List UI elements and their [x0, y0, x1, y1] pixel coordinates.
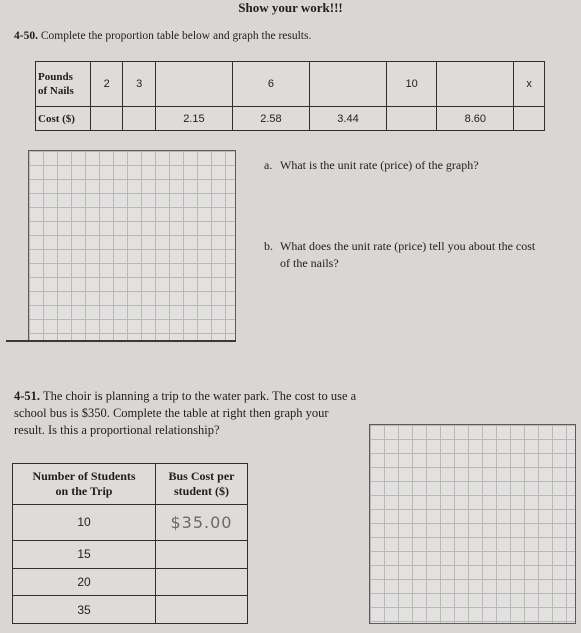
table-cell[interactable]	[309, 62, 386, 107]
table-cell[interactable]: x	[514, 62, 545, 107]
table-row	[13, 568, 248, 596]
table-cell[interactable]: 6	[232, 62, 309, 107]
header-line: student ($)	[173, 484, 229, 498]
question-a	[264, 157, 564, 174]
students-cell: 35	[13, 596, 156, 624]
row-header-line: Pounds	[38, 71, 73, 84]
table-cell[interactable]: 2.15	[155, 107, 232, 131]
graph-axis-line	[6, 340, 236, 342]
table-row	[36, 62, 545, 107]
problem-number: 4-50.	[14, 30, 38, 42]
page-header: Show your work!!!	[238, 0, 343, 15]
proportion-table	[35, 61, 545, 131]
row-header-line: of Nails	[38, 85, 74, 98]
students-cell: 10	[13, 505, 156, 541]
table-cell[interactable]: 3	[123, 62, 155, 107]
header-line: Bus Cost per	[168, 469, 235, 483]
table-cell[interactable]	[514, 107, 545, 131]
problem-number: 4-51.	[14, 389, 41, 403]
problem-4-51-prompt	[14, 388, 359, 439]
table-row	[13, 540, 248, 568]
table-row	[13, 505, 248, 541]
problem-4-50-prompt	[14, 30, 311, 42]
question-b	[264, 238, 564, 272]
bus-cost-table	[12, 463, 248, 624]
table-cell[interactable]: 2.58	[232, 107, 309, 131]
table-row	[36, 107, 545, 131]
header-line: Number of Students	[32, 469, 136, 483]
table-cell[interactable]: 8.60	[437, 107, 514, 131]
students-cell: 20	[13, 568, 156, 596]
cost-cell[interactable]	[156, 568, 248, 596]
question-text: What is the unit rate (price) of the graph?	[280, 158, 479, 172]
handwritten-cost-cell[interactable]: $35.00	[156, 505, 248, 541]
column-header-cost	[156, 464, 248, 505]
row-header-cost: Cost ($)	[36, 107, 91, 131]
table-cell[interactable]	[155, 62, 232, 107]
problem-text: The choir is planning a trip to the water park. The cost to use a school bus is $350. Complete the table at right then graph your result. Is this a proportional relationship?	[14, 389, 357, 437]
header-line: on the Trip	[55, 484, 113, 498]
cost-cell[interactable]	[156, 596, 248, 624]
question-text: What does the unit rate (price) tell you about the cost of the nails?	[280, 239, 536, 270]
table-cell[interactable]	[123, 107, 155, 131]
table-cell[interactable]: 2	[91, 62, 123, 107]
table-cell[interactable]: 10	[387, 62, 437, 107]
table-cell[interactable]	[437, 62, 514, 107]
table-header-row	[13, 464, 248, 505]
students-cell: 15	[13, 540, 156, 568]
row-header-pounds	[36, 62, 91, 107]
table-row	[13, 596, 248, 624]
table-cell[interactable]	[387, 107, 437, 131]
table-cell[interactable]: 3.44	[309, 107, 386, 131]
cost-cell[interactable]	[156, 540, 248, 568]
question-letter: b.	[264, 239, 273, 253]
column-header-students	[13, 464, 156, 505]
question-letter: a.	[264, 158, 273, 172]
graph-grid-4-50[interactable]	[28, 150, 236, 342]
table-cell[interactable]	[91, 107, 123, 131]
graph-grid-4-51[interactable]	[369, 424, 576, 624]
problem-text: Complete the proportion table below and graph the results.	[40, 30, 312, 42]
